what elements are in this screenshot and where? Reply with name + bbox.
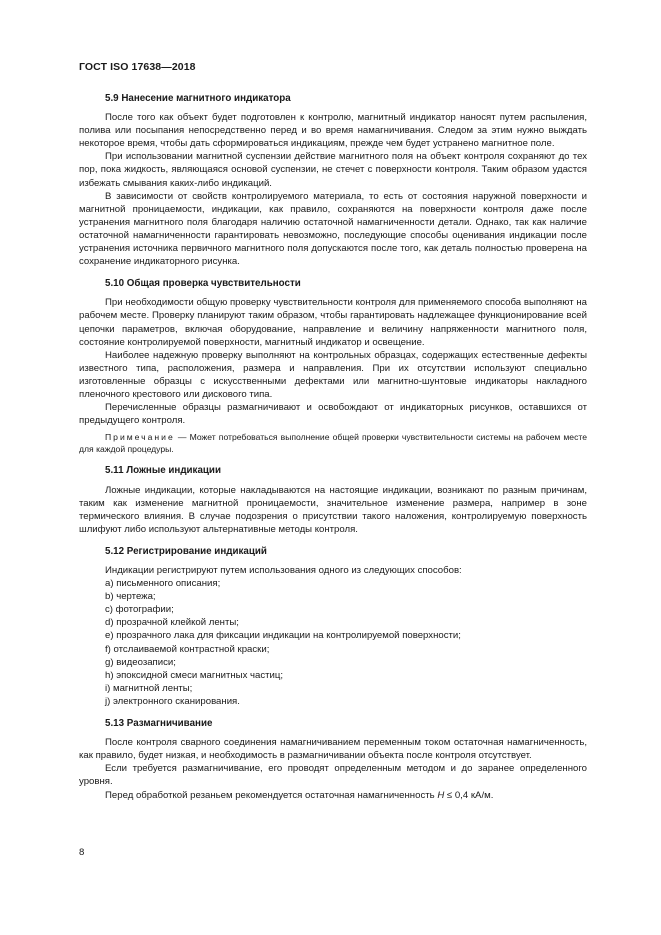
list-item: j) электронного сканирования. <box>105 695 240 707</box>
note-text: Может потребоваться выполнение общей проверки чувствительности системы на рабочем месте для каждой процедуры. <box>79 432 587 454</box>
recording-methods-list <box>79 577 587 708</box>
list-item: b) чертежа; <box>105 591 156 603</box>
note-dash: — <box>174 432 190 443</box>
section-title-5-11: 5.11 Ложные индикации <box>105 465 221 477</box>
paragraph: После того как объект будет подготовлен к контролю, магнитный индикатор наносят путем распыления, полива или посыпания непосредственно перед и во время намагничивания. Следом за этим нужно выждать некоторое время, чтобы дать сформироваться индикациям, прежде чем будет устранено магнитное поле. <box>79 112 587 150</box>
section-title-5-9: 5.9 Нанесение магнитного индикатора <box>105 93 291 104</box>
paragraph: В зависимости от свойств контролируемого материала, то есть от состояния наружной поверхности и магнитной проницаемости, индикации, как правило, сохраняются на поверхности контроля даже после устранения магнитного поля благодаря наличию остаточной намагниченности детали. Однако, так как наличие остаточной намагниченности гарантировать невозможно, последующие способы оценивания индикации после устранения источника первичного магнитного поля допускаются после того, как деталь полностью проверена на сохранение индикаторного рисунка. <box>79 190 587 268</box>
document-body <box>79 92 587 802</box>
note <box>79 432 587 455</box>
list-item: e) прозрачного лака для фиксации индикации на контролируемой поверхности; <box>105 630 461 642</box>
math-variable: H <box>437 789 445 801</box>
paragraph <box>79 789 587 802</box>
list-item: c) фотографии; <box>105 604 174 616</box>
paragraph: Индикации регистрируют путем использования одного из следующих способов: <box>105 565 462 576</box>
text-fragment: Перед обработкой резаньем рекомендуется остаточная намагниченность <box>105 789 438 801</box>
paragraph: Если требуется размагничивание, его проводят определенным методом и до заранее определенного уровня. <box>79 763 587 788</box>
paragraph: При использовании магнитной суспензии действие магнитного поля на объект контроля сохраняют до тех пор, пока жидкость, являющаяся основой суспензии, не стечет с поверхности контроля. Таким образом удастся избежать смывания каких-либо индикаций. <box>79 151 587 189</box>
document-header: ГОСТ ISO 17638—2018 <box>79 61 196 73</box>
list-item: d) прозрачной клейкой ленты; <box>105 617 239 629</box>
text-fragment: ≤ 0,4 кА/м. <box>444 789 494 801</box>
section-title-5-13: 5.13 Размагничивание <box>105 718 213 730</box>
paragraph: После контроля сварного соединения намагничиванием переменным током остаточная намагниченность, как правило, будет низкая, и необходимость в размагничивании объекта после контроля отсутствует. <box>79 737 587 762</box>
note-label: Примечание <box>105 432 175 443</box>
list-item: i) магнитной ленты; <box>105 682 193 694</box>
paragraph: Ложные индикации, которые накладываются на настоящие индикации, возникают по разным причинам, таким как изменение магнитной проницаемости, значительное изменение размера, например в зоне термического влияния. В случае подозрения о присутствии такого наложения, контролируемую поверхность шлифуют либо используют альтернативные методы контроля. <box>79 484 587 535</box>
paragraph: Перечисленные образцы размагничивают и освобождают от индикаторных рисунков, оставшихся от предыдущего контроля. <box>79 402 587 427</box>
list-item: а) письменного описания; <box>105 578 221 590</box>
paragraph: Наиболее надежную проверку выполняют на контрольных образцах, содержащих естественные дефекты известного типа, расположения, размера и направления. При их отсутствии используют специально изготовленные образцы с искусственными дефектами или магнитно-шунтовые индикаторы накладного пленочного крестового или дискового типа. <box>79 349 587 400</box>
list-item: f) отслаиваемой контрастной краски; <box>105 643 270 655</box>
list-item: h) эпоксидной смеси магнитных частиц; <box>105 669 284 681</box>
page-number: 8 <box>79 847 85 858</box>
paragraph: При необходимости общую проверку чувствительности контроля для применяемого способа выполняют на рабочем месте. Проверку планируют таким образом, чтобы гарантировать надлежащее функционирование всей цепочки параметров, включая оборудование, направление и величину напряженности магнитного поля, состояние контролируемой поверхности, магнитный индикатор и освещение. <box>79 297 587 348</box>
section-title-5-10: 5.10 Общая проверка чувствительности <box>105 278 301 290</box>
list-item: g) видеозаписи; <box>105 656 176 668</box>
section-title-5-12: 5.12 Регистрирование индикаций <box>105 545 267 557</box>
